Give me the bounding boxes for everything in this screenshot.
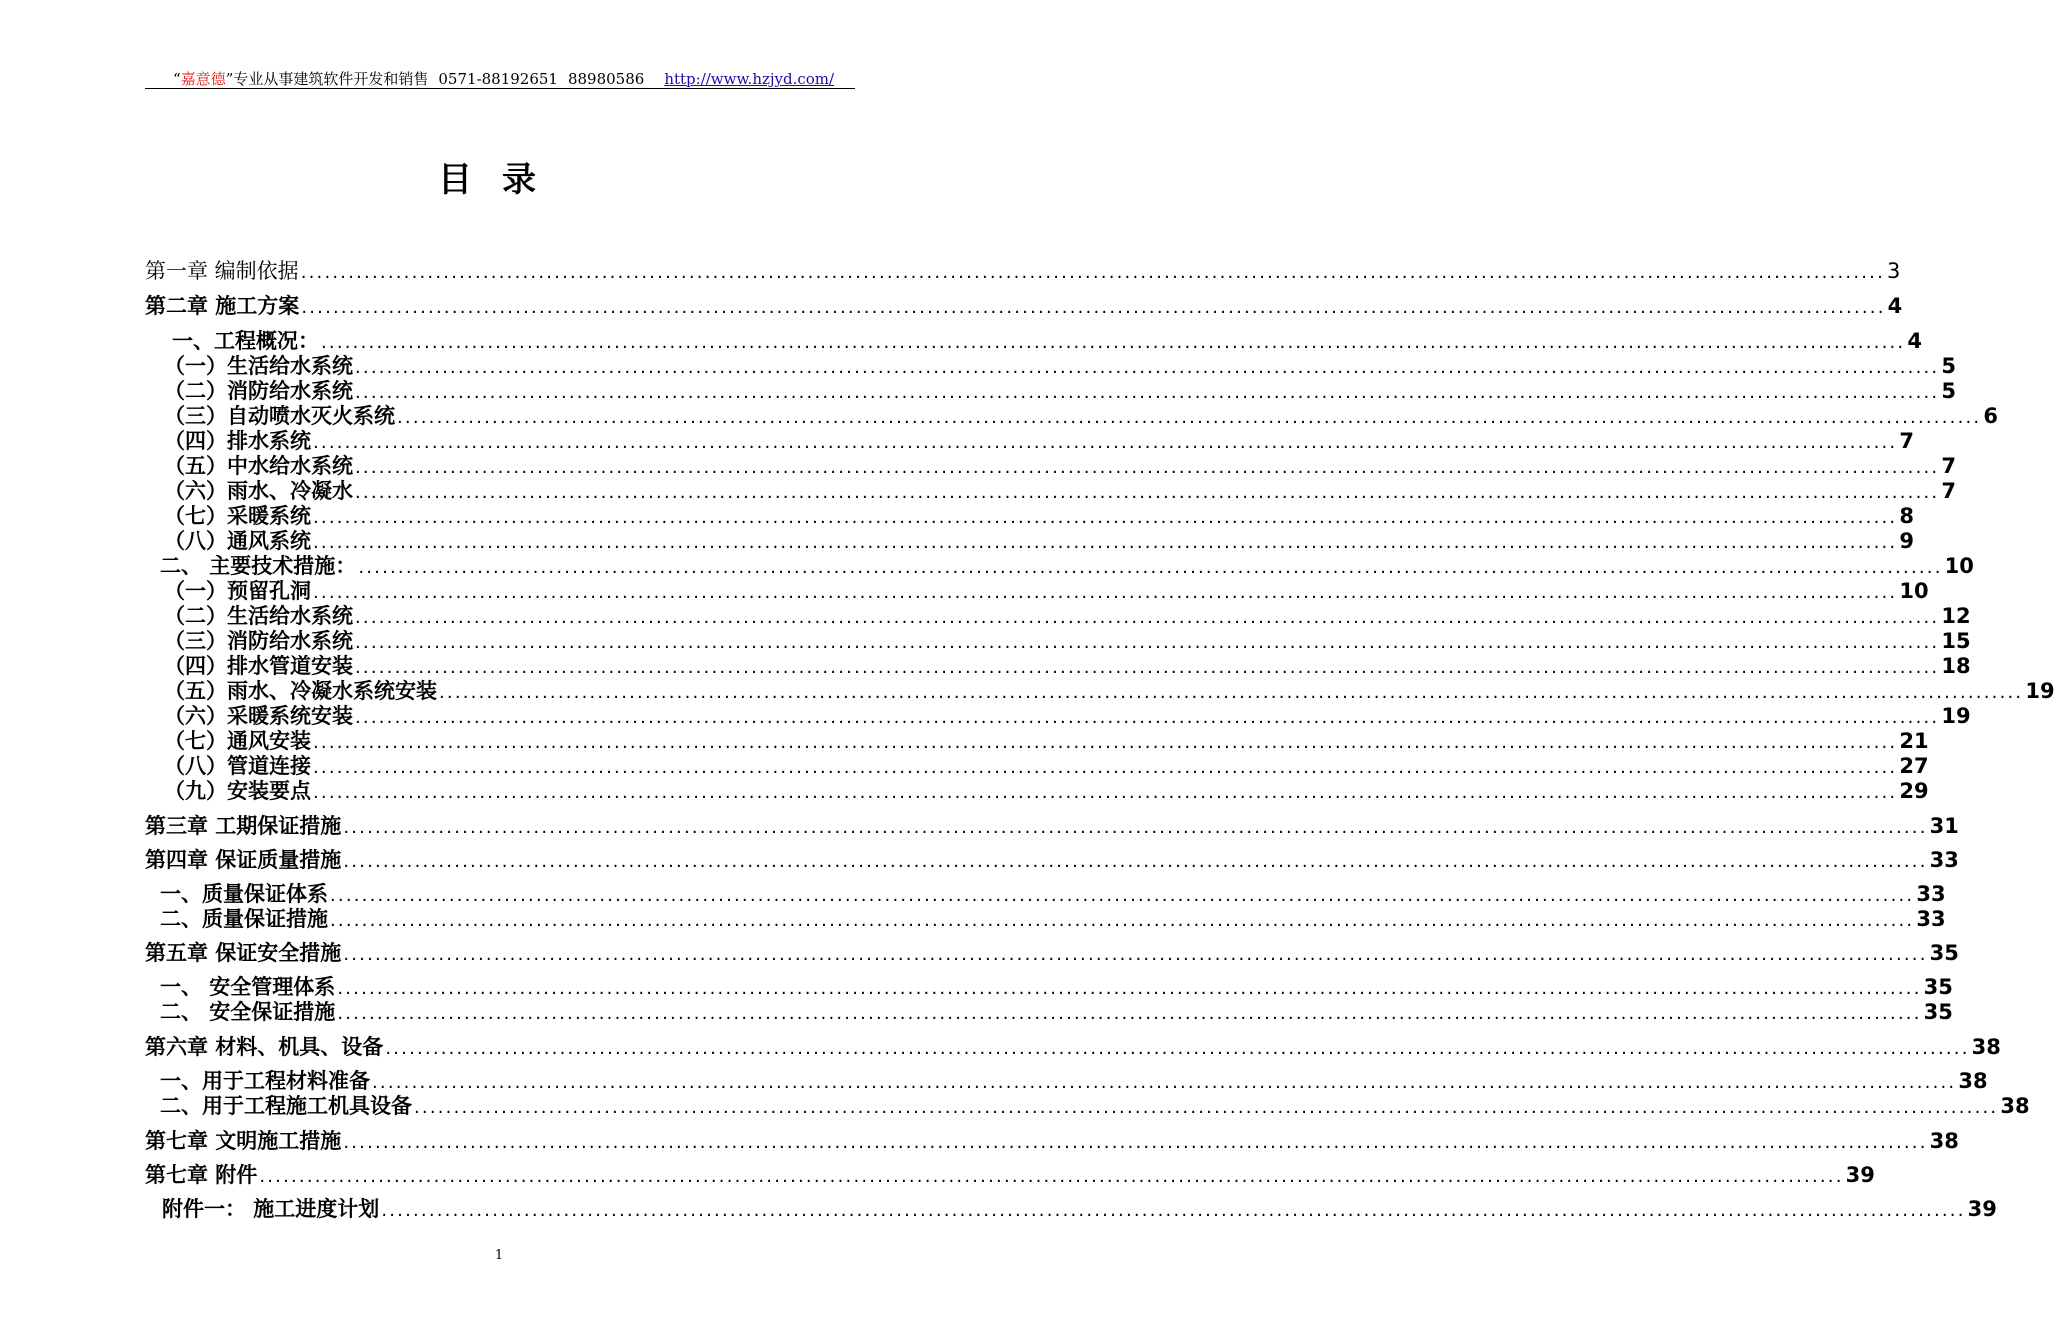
header-phone-1: 0571-88192651 [438, 70, 558, 88]
toc-entry-title: （七）采暖系统 [164, 504, 311, 528]
toc-leader-dots: ........................................................................................................................................................................................................ [330, 885, 1915, 906]
toc-entry[interactable] [172, 328, 1922, 354]
header-phone-2: 88980586 [567, 70, 645, 88]
toc-entry-title: （五）中水给水系统 [164, 454, 353, 478]
toc-leader-dots: ........................................................................................................................................................................................................ [355, 657, 1940, 678]
toc-entry-title: 第三章 工期保证措施 [145, 814, 342, 838]
toc-leader-dots: ........................................................................................................................................................................................................ [397, 407, 1982, 428]
toc-entry-page: 31 [1929, 814, 1959, 838]
toc-entry-title: 二、用于工程施工机具设备 [160, 1094, 412, 1118]
toc-entry-page: 6 [1983, 404, 1998, 428]
toc-leader-dots: ........................................................................................................................................................................................................ [385, 1038, 1970, 1059]
toc-entry-page: 10 [1899, 579, 1929, 603]
toc-entry-page: 19 [2025, 679, 2055, 703]
header-quote-open: “ [173, 70, 181, 88]
toc-entry-page: 9 [1899, 529, 1914, 553]
toc-leader-dots: ........................................................................................................................................................................................................ [313, 582, 1898, 603]
toc-entry-page: 12 [1941, 604, 1971, 628]
toc-entry[interactable] [160, 1093, 2030, 1119]
toc-entry-title: （三）消防给水系统 [164, 629, 353, 653]
toc-title: 目录 [438, 160, 566, 200]
toc-entry-page: 18 [1941, 654, 1971, 678]
toc-entry-page: 3 [1887, 259, 1901, 283]
toc-entry-title: 一、 安全管理体系 [160, 975, 336, 999]
toc-entry[interactable] [145, 847, 1959, 873]
toc-entry-title: 第六章 材料、机具、设备 [145, 1035, 384, 1059]
toc-entry-title: 第四章 保证质量措施 [145, 848, 342, 872]
toc-leader-dots: ........................................................................................................................................................................................................ [313, 732, 1898, 753]
toc-entry-page: 33 [1916, 882, 1946, 906]
toc-entry-title: （六）雨水、冷凝水 [164, 479, 353, 503]
toc-entry[interactable] [145, 258, 1901, 284]
toc-entry-title: （八）通风系统 [164, 529, 311, 553]
toc-leader-dots: ........................................................................................................................................................................................................ [355, 482, 1940, 503]
toc-leader-dots: ........................................................................................................................................................................................................ [337, 1003, 1922, 1024]
toc-entry-title: （四）排水系统 [164, 429, 311, 453]
toc-entry-title: 二、 主要技术措施： [160, 554, 357, 578]
toc-entry[interactable] [164, 478, 1956, 504]
toc-leader-dots: ........................................................................................................................................................................................................ [259, 1166, 1844, 1187]
toc-leader-dots: ........................................................................................................................................................................................................ [337, 978, 1922, 999]
toc-entry[interactable] [164, 403, 1998, 429]
toc-entry[interactable] [164, 378, 1956, 404]
toc-entry[interactable] [160, 1068, 1988, 1094]
header-website-link[interactable]: http://www.hzjyd.com/ [664, 70, 835, 88]
toc-leader-dots: ........................................................................................................................................................................................................ [343, 851, 1928, 872]
toc-entry-page: 35 [1929, 941, 1959, 965]
toc-entry-page: 39 [1967, 1197, 1997, 1221]
toc-leader-dots: ........................................................................................................................................................................................................ [381, 1200, 1966, 1221]
toc-leader-dots: ........................................................................................................................................................................................................ [330, 910, 1915, 931]
toc-entry-page: 38 [1958, 1069, 1988, 1093]
toc-entry[interactable] [145, 1034, 2001, 1060]
toc-entry[interactable] [160, 974, 1953, 1000]
toc-entry-title: 二、质量保证措施 [160, 907, 328, 931]
header-brand: 嘉意德 [180, 70, 226, 88]
toc-entry-page: 38 [1929, 1129, 1959, 1153]
toc-leader-dots: ........................................................................................................................................................................................................ [343, 817, 1928, 838]
toc-entry[interactable] [164, 453, 1956, 479]
toc-entry-title: 一、质量保证体系 [160, 882, 328, 906]
toc-entry[interactable] [162, 1196, 1997, 1222]
toc-entry[interactable] [164, 603, 1971, 629]
toc-entry[interactable] [160, 553, 1974, 579]
toc-leader-dots: ........................................................................................................................................................................................................ [313, 507, 1898, 528]
toc-leader-dots: ........................................................................................................................................................................................................ [300, 262, 1886, 283]
toc-entry-title: 第七章 附件 [145, 1163, 258, 1187]
toc-entry[interactable] [145, 813, 1959, 839]
toc-entry[interactable] [164, 528, 1914, 554]
toc-leader-dots: ........................................................................................................................................................................................................ [358, 557, 1943, 578]
toc-entry[interactable] [164, 678, 2055, 704]
toc-entry-page: 38 [1971, 1035, 2001, 1059]
toc-entry-title: 附件一： 施工进度计划 [162, 1197, 380, 1221]
toc-entry-title: （一）生活给水系统 [164, 354, 353, 378]
toc-leader-dots: ........................................................................................................................................................................................................ [355, 632, 1940, 653]
toc-entry-title: （九）安装要点 [164, 779, 311, 803]
toc-entry[interactable] [164, 728, 1929, 754]
toc-entry-title: （一）预留孔洞 [164, 579, 311, 603]
toc-entry[interactable] [164, 503, 1914, 529]
toc-entry-title: （八）管道连接 [164, 754, 311, 778]
toc-leader-dots: ........................................................................................................................................................................................................ [355, 707, 1940, 728]
toc-entry-page: 15 [1941, 629, 1971, 653]
toc-leader-dots: ........................................................................................................................................................................................................ [355, 607, 1940, 628]
toc-entry-page: 35 [1923, 975, 1953, 999]
toc-entry-title: （二）消防给水系统 [164, 379, 353, 403]
toc-entry-page: 8 [1899, 504, 1914, 528]
toc-entry-title: 二、 安全保证措施 [160, 1000, 336, 1024]
toc-leader-dots: ........................................................................................................................................................................................................ [313, 432, 1898, 453]
toc-leader-dots: ........................................................................................................................................................................................................ [414, 1097, 1999, 1118]
toc-entry[interactable] [164, 428, 1914, 454]
toc-entry-page: 38 [2000, 1094, 2030, 1118]
toc-entry[interactable] [164, 753, 1929, 779]
toc-entry[interactable] [164, 353, 1956, 379]
toc-entry-page: 4 [1887, 294, 1903, 318]
toc-entry-page: 19 [1941, 704, 1971, 728]
toc-entry[interactable] [145, 293, 1903, 319]
toc-leader-dots: ........................................................................................................................................................................................................ [355, 457, 1940, 478]
toc-entry[interactable] [164, 653, 1971, 679]
toc-entry-title: 第五章 保证安全措施 [145, 941, 342, 965]
toc-entry[interactable] [145, 1162, 1875, 1188]
toc-entry-page: 29 [1899, 779, 1929, 803]
toc-entry-title: 第一章 编制依据 [145, 259, 299, 283]
toc-entry-title: 第二章 施工方案 [145, 294, 300, 318]
toc-entry-page: 21 [1899, 729, 1929, 753]
toc-entry-title: （六）采暖系统安装 [164, 704, 353, 728]
toc-entry-page: 35 [1923, 1000, 1953, 1024]
toc-entry-page: 5 [1941, 354, 1956, 378]
toc-entry-page: 7 [1941, 479, 1956, 503]
toc-entry-page: 27 [1899, 754, 1929, 778]
toc-leader-dots: ........................................................................................................................................................................................................ [439, 682, 2024, 703]
toc-entry-title: （五）雨水、冷凝水系统安装 [164, 679, 437, 703]
toc-entry-title: 第七章 文明施工措施 [145, 1129, 342, 1153]
toc-leader-dots: ........................................................................................................................................................................................................ [343, 944, 1928, 965]
toc-entry[interactable] [160, 881, 1946, 907]
toc-entry-page: 33 [1916, 907, 1946, 931]
toc-leader-dots: ........................................................................................................................................................................................................ [355, 357, 1940, 378]
page-header [145, 66, 855, 89]
toc-entry-title: 一、工程概况： [172, 329, 319, 353]
header-tagline: 专业从事建筑软件开发和销售 [233, 70, 429, 88]
toc-entry[interactable] [164, 703, 1971, 729]
toc-leader-dots: ........................................................................................................................................................................................................ [313, 532, 1898, 553]
toc-entry-page: 4 [1907, 329, 1922, 353]
toc-entry-page: 5 [1941, 379, 1956, 403]
toc-entry[interactable] [160, 999, 1953, 1025]
toc-leader-dots: ........................................................................................................................................................................................................ [372, 1072, 1957, 1093]
toc-entry-title: 一、用于工程材料准备 [160, 1069, 370, 1093]
toc-entry[interactable] [145, 1128, 1959, 1154]
toc-entry-page: 33 [1929, 848, 1959, 872]
toc-entry-page: 10 [1944, 554, 1974, 578]
toc-entry-page: 7 [1941, 454, 1956, 478]
toc-entry-page: 39 [1845, 1163, 1875, 1187]
toc-entry-title: （七）通风安装 [164, 729, 311, 753]
header-quote-close: ” [225, 70, 234, 88]
toc-leader-dots: ........................................................................................................................................................................................................ [313, 757, 1898, 778]
toc-entry[interactable] [160, 906, 1946, 932]
toc-leader-dots: ........................................................................................................................................................................................................ [343, 1132, 1928, 1153]
toc-entry[interactable] [145, 940, 1959, 966]
toc-entry-title: （三）自动喷水灭火系统 [164, 404, 395, 428]
toc-entry[interactable] [164, 628, 1971, 654]
header-line [173, 68, 834, 89]
toc-entry-page: 7 [1899, 429, 1914, 453]
toc-entry[interactable] [164, 578, 1929, 604]
toc-entry[interactable] [164, 778, 1929, 804]
toc-entry-title: （四）排水管道安装 [164, 654, 353, 678]
page-number: 1 [494, 1248, 504, 1263]
toc-entry-title: （二）生活给水系统 [164, 604, 353, 628]
toc-leader-dots: ........................................................................................................................................................................................................ [301, 297, 1886, 318]
toc-leader-dots: ........................................................................................................................................................................................................ [313, 782, 1898, 803]
toc-leader-dots: ........................................................................................................................................................................................................ [355, 382, 1940, 403]
toc-leader-dots: ........................................................................................................................................................................................................ [321, 332, 1906, 353]
